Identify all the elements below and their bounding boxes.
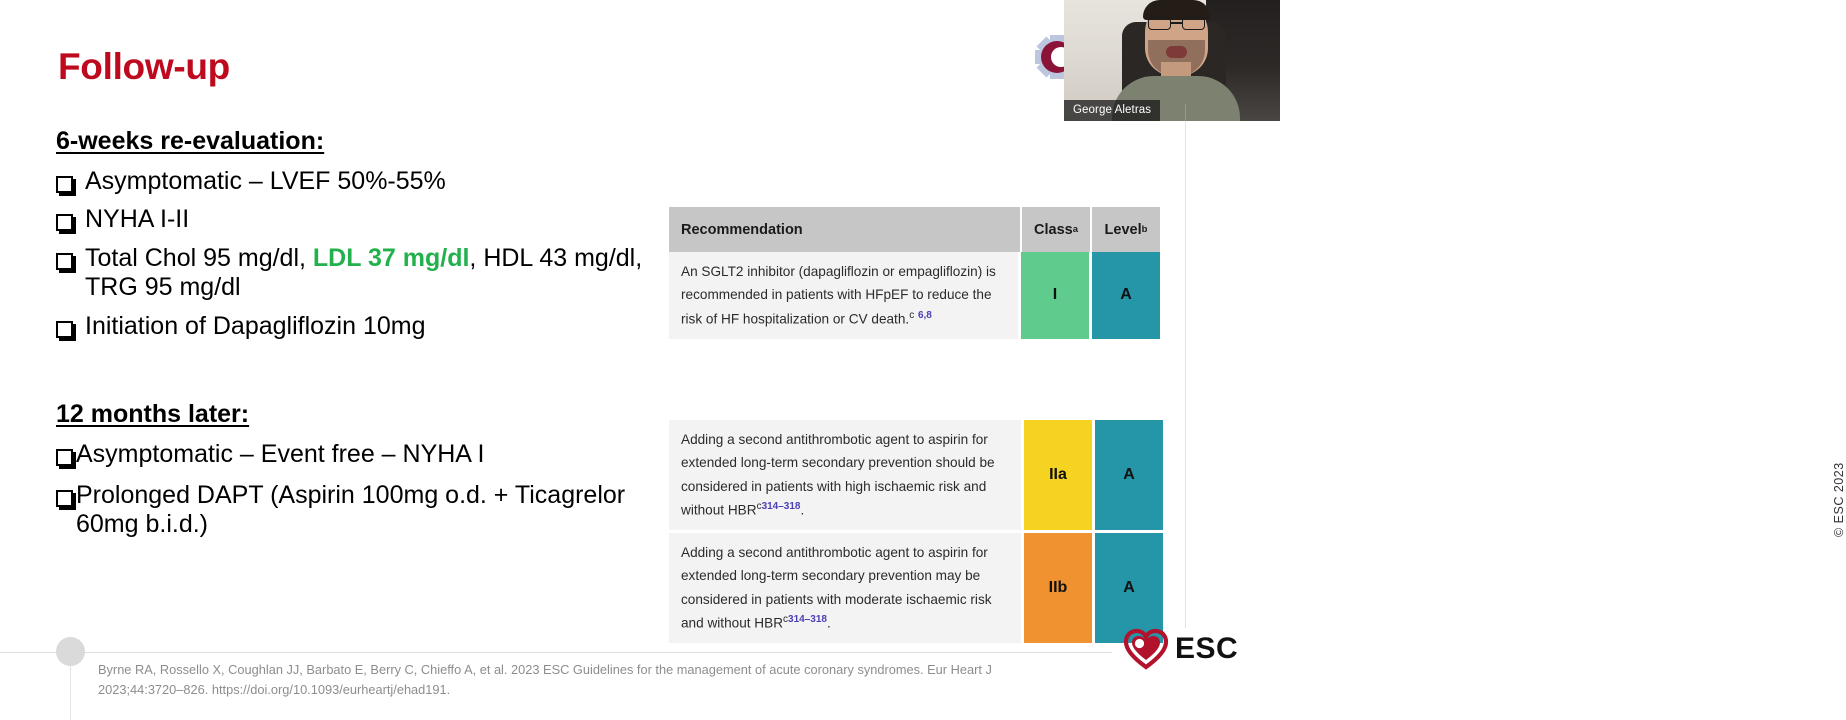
glasses-icon [1148, 17, 1205, 30]
list-item [56, 440, 656, 470]
checkbox-icon [56, 490, 73, 507]
level-badge: A [1089, 252, 1160, 339]
list-item-label: Initiation of Dapagliflozin 10mg [85, 311, 426, 340]
recommendation-text: Adding a second antithrombotic agent to aspirin for extended long-term secondary prevention may be considered in patients with moderate ischaemic risk and without HBR$^{c314-318}$. [669, 533, 1021, 643]
glasses-lens-right [1182, 17, 1205, 30]
class-badge: I [1018, 252, 1089, 339]
footnote-marker: c [783, 614, 789, 626]
section-six-weeks [56, 125, 656, 341]
ldl-highlight: LDL 37 mg/dl [312, 243, 470, 272]
glasses-bridge [1171, 22, 1182, 24]
class-badge: IIb [1021, 533, 1092, 643]
table-header-row [669, 207, 1160, 252]
list-item [56, 481, 656, 540]
column-header-class: Class a [1020, 207, 1090, 252]
participant-name-label: George Aletras [1064, 100, 1160, 121]
section-twelve-months [56, 398, 656, 539]
decorative-circle [56, 637, 85, 666]
list-item-label: NYHA I-II [85, 205, 190, 234]
checkbox-icon [56, 214, 73, 231]
footnote-marker: c [756, 501, 762, 513]
list-item-label [85, 244, 656, 303]
list-item [56, 244, 656, 303]
section-heading-six-weeks: 6-weeks re-evaluation: [56, 127, 325, 155]
checkbox-icon [56, 449, 73, 466]
sentence-period: . [826, 615, 831, 631]
slide-body-left [56, 125, 656, 551]
list-item [56, 167, 656, 197]
table-row [669, 252, 1160, 339]
footer-divider [0, 652, 1112, 653]
table-row [669, 530, 1163, 643]
level-badge: A [1092, 420, 1163, 530]
webcam-background-divider [1185, 104, 1186, 121]
section-heading-twelve-months: 12 months later: [56, 400, 250, 429]
list-item [56, 205, 656, 235]
level-badge: A [1092, 533, 1163, 643]
decorative-vertical-line [70, 666, 71, 720]
sentence-period: . [800, 502, 805, 518]
list-item-label: Asymptomatic – Event free – NYHA I [76, 440, 485, 468]
webcam-video-overlay[interactable] [1064, 0, 1280, 121]
list-item-label: Asymptomatic – LVEF 50%-55% [85, 166, 446, 195]
reference-numbers: 6,8 [917, 309, 932, 321]
table-row [669, 420, 1163, 530]
bullet-list-six-weeks [56, 167, 656, 342]
level-superscript: b [1141, 224, 1148, 235]
checkbox-icon [56, 253, 73, 270]
column-header-level: Level b [1090, 207, 1160, 252]
list-item [56, 312, 656, 342]
class-superscript: a [1072, 224, 1078, 235]
checkbox-icon [56, 321, 73, 338]
reference-numbers: 314–318 [761, 501, 801, 513]
esc-copyright-label: © ESC 2023 [1832, 462, 1846, 537]
glasses-lens-left [1148, 17, 1171, 30]
citation-text: Byrne RA, Rossello X, Coughlan JJ, Barbato E, Berry C, Chieffo A, et al. 2023 ESC Guidelines for the management of acute coronary syndromes. Eur Heart J 2023;44:3720–826. https://doi.org/10.1093/eurheartj/ehad191. [98, 662, 992, 697]
recommendation-table-dapt [669, 420, 1163, 643]
lipid-text-pre: Total Chol 95 mg/dl, [85, 243, 313, 272]
esc-logo [1124, 629, 1238, 669]
footnote-marker: c [909, 309, 915, 321]
column-header-recommendation: Recommendation [681, 221, 803, 238]
vertical-divider [1185, 118, 1186, 628]
lipid-text-post: , HDL 43 mg/dl, TRG 95 mg/dl [85, 243, 643, 302]
checkbox-icon [56, 176, 73, 193]
esc-wordmark: ESC [1175, 632, 1239, 665]
bullet-list-twelve-months [56, 440, 656, 540]
esc-heart-icon [1124, 629, 1168, 669]
recommendation-text: An SGLT2 inhibitor (dapagliflozin or empagliflozin) is recommended in patients with HFpEF to reduce the risk of HF hospitalization or CV death.$^c$ $^{6,8}$ [669, 252, 1018, 339]
webcam-mouth [1166, 46, 1187, 58]
reference-numbers: 314–318 [788, 614, 827, 626]
page-title: Follow-up [58, 46, 230, 87]
recommendation-text: Adding a second antithrombotic agent to aspirin for extended long-term secondary prevention should be considered in patients with high ischaemic risk and without HBR$^{c314-318}$. [669, 420, 1021, 530]
class-badge: IIa [1021, 420, 1092, 530]
list-item-label: Prolonged DAPT (Aspirin 100mg o.d. + Ticagrelor 60mg b.i.d.) [76, 480, 626, 538]
